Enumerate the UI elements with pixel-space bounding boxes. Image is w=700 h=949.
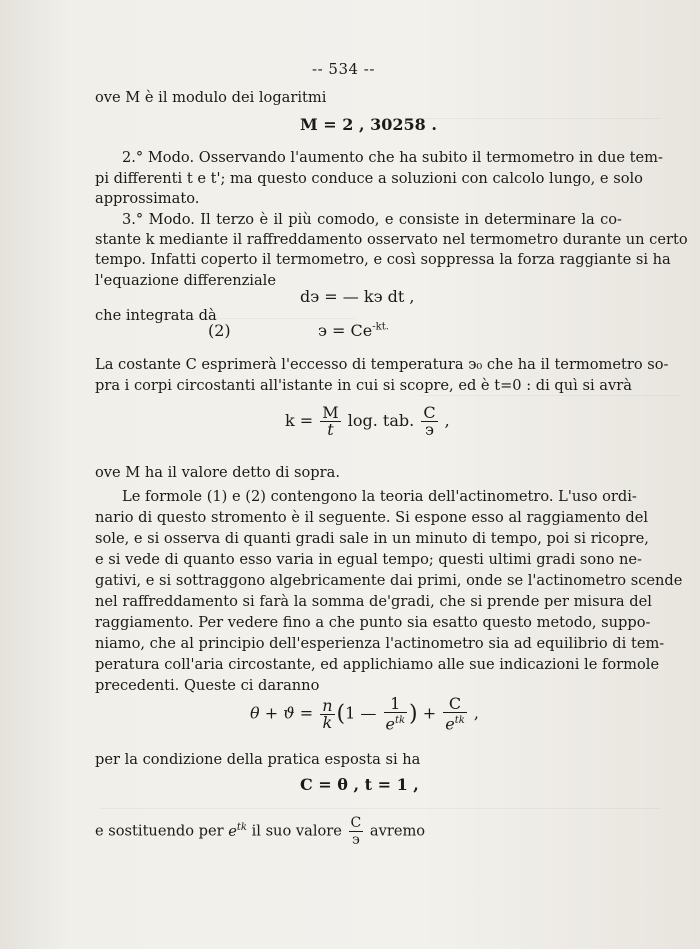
paragraph-formole-line-8: niamo, che al principio dell'esperienza l'actinometro sia ad equilibrio di tem- xyxy=(95,635,665,652)
paragraph-condition: per la condizione della pratica esposta si ha xyxy=(95,751,421,768)
paragraph-formole-line-10: precedenti. Queste ci daranno xyxy=(95,677,320,694)
equation-condition: C = θ , t = 1 , xyxy=(300,775,419,794)
paragraph-formole-line-6: nel raffreddamento si farà la somma de'gradi, che si prende per misura del xyxy=(95,593,652,610)
paragraph-constant-line-2: pra i corpi circostanti all'istante in cui si scopre, ed è t=0 : di quì si avrà xyxy=(95,377,632,394)
paragraph-constant-line-1: La costante C esprimerà l'eccesso di temperatura ϶₀ che ha il termometro so- xyxy=(95,356,669,373)
fraction-c-over-etk: $\frac{C}{e^{tk}}$ xyxy=(445,694,465,734)
paragraph-formole-line-9: peratura coll'aria circostante, ed applichiamo alle sue indicazioni le formole xyxy=(95,656,660,673)
paragraph-modo-2-line-3: approssimato. xyxy=(95,190,200,207)
page-number: -- 534 -- xyxy=(312,60,375,78)
fraction-1-over-etk: $\frac{1}{e^{tk}}$ xyxy=(385,694,406,734)
fraction-c-over-theta: $\frac{C}{϶}$ xyxy=(423,403,436,439)
fraction-m-over-t: $\frac{M}{t}$ xyxy=(322,403,339,439)
equation-k-lhs: k = xyxy=(285,411,314,430)
fraction-n-over-k: $\frac{n}{k}$ xyxy=(322,695,333,732)
paragraph-modo-3-line-4: l'equazione differenziale xyxy=(95,272,276,289)
paragraph-formole-line-3: sole, e si osserva di quanti gradi sale in un minuto di tempo, poi si ricopre, xyxy=(95,530,649,547)
paragraph-substitution: e sostituendo per $e^{tk}$ il suo valore $\frac{C}{϶}$ avremo xyxy=(95,815,426,848)
paragraph-modo-2-line-2: pi differenti t e t'; ma questo conduce a soluzioni con calcolo lungo, e solo xyxy=(95,170,643,187)
equation-2: ϶ = $Ce^{-kt.}$ xyxy=(318,321,389,340)
paragraph-formole-line-4: e si vede di quanto esso varia in egual tempo; questi ultimi gradi sono ne- xyxy=(95,551,642,568)
show-through-line xyxy=(410,118,660,119)
fraction-c-over-theta-2: $\frac{C}{϶}$ xyxy=(350,815,362,848)
equation-2-label: (2) xyxy=(208,321,231,340)
equation-k: k = $\frac{M}{t}$ log. tab. $\frac{C}{϶}$ , xyxy=(285,403,450,439)
paragraph-m-value: ove M ha il valore detto di sopra. xyxy=(95,464,340,481)
paragraph-formole-line-1: Le formole (1) e (2) contengono la teoria dell'actinometro. L'uso ordi- xyxy=(122,488,637,505)
paragraph-formole-line-2: nario di questo stromento è il seguente. Si espone esso al raggiamento del xyxy=(95,509,649,526)
paragraph-integrated: che integrata dà xyxy=(95,307,217,324)
paragraph-formole-line-7: raggiamento. Per vedere fino a che punto sia esatto questo metodo, suppo- xyxy=(95,614,651,631)
show-through-line xyxy=(100,808,660,809)
paragraph-intro: ove M è il modulo dei logaritmi xyxy=(95,89,327,106)
equation-actinometer: θ + ϑ = $\frac{n}{k}$ (1 — $\frac{1}{e^{tk}}$ ) + $\frac{C}{e^{tk}}$ , xyxy=(250,694,479,734)
paragraph-modo-3-line-3: tempo. Infatti coperto il termometro, e così soppressa la forza raggiante si ha xyxy=(95,251,671,268)
paragraph-modo-3-line-2: stante k mediante il raffreddamento osservato nel termometro durante un certo xyxy=(95,231,688,248)
paragraph-modo-2-line-1: 2.° Modo. Osservando l'aumento che ha subito il termometro in due tem- xyxy=(122,149,663,166)
equation-modulus: M = 2 , 30258 . xyxy=(300,115,437,134)
paragraph-modo-3-line-1: 3.° Modo. Il terzo è il più comodo, e consiste in determinare la co- xyxy=(122,211,622,228)
equation-differential: d϶ = — k϶ dt , xyxy=(300,287,415,306)
paragraph-formole-line-5: gativi, e si sottraggono algebricamente dai primi, onde se l'actinometro scende xyxy=(95,572,683,589)
